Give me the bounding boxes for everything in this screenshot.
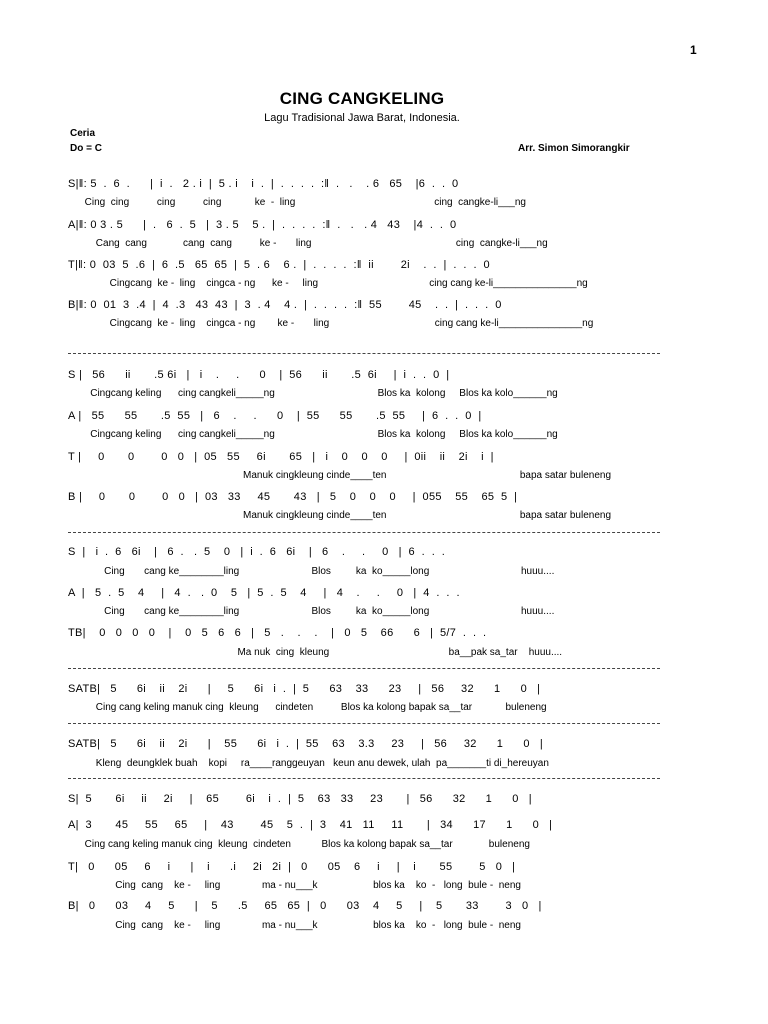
lyric-line: Cing cang ke________ling Blos ka ko_____long huuu.... [68,606,555,617]
notation-line: SATB| 5 6i ii 2i | 5 6i i . | 5 63 33 23 | 56 32 1 0 | [68,683,541,695]
notation-line: S| 5 6i ii 2i | 65 6i i . | 5 63 33 23 | 56 32 1 0 | [68,793,532,805]
system-divider [68,668,660,669]
notation-line: A| 3 45 55 65 | 43 45 5 . | 3 41 11 11 | 34 17 1 0 | [68,819,553,831]
page-number: 1 [690,43,697,57]
notation-line: TB| 0 0 0 0 | 0 5 6 6 | 5 . . . | 0 5 66 6 | 5/7 . . . [68,627,487,639]
song-subtitle: Lagu Tradisional Jawa Barat, Indonesia. [264,112,460,124]
lyric-line: Cing cang keling manuk cing kleung cindeten Blos ka kolong bapak sa__tar buleneng [68,839,530,850]
lyric-line: Kleng deungklek buah kopi ra____ranggeuyan keun anu dewek, ulah pa_______ti di_hereuyan [68,758,549,769]
lyric-line: Cing cing cing cing ke - ling cing cangke-li___ng [68,197,526,208]
system-divider [68,353,660,354]
notation-line: T| 0 05 6 i | i .i 2i 2i | 0 05 6 i | i 55 5 0 | [68,861,516,873]
notation-line: B|‖: 0 01 3 .4 | 4 .3 43 43 | 3 . 4 4 . | . . . . :‖ 55 45 . . | . . . 0 [68,299,502,311]
notation-line: T|‖: 0 03 5 .6 | 6 .5 65 65 | 5 . 6 6 . | . . . . :‖ ii 2i . . | . . . 0 [68,259,490,271]
arranger: Arr. Simon Simorangkir [518,143,630,154]
notation-line: A | 55 55 .5 55 | 6 . . 0 | 55 55 .5 55 | 6 . . 0 | [68,410,482,422]
notation-line: A | 5 . 5 4 | 4 . . 0 5 | 5 . 5 4 | 4 . . 0 | 4 . . . [68,587,460,599]
lyric-line: Cing cang ke________ling Blos ka ko_____long huuu.... [68,566,555,577]
notation-line: SATB| 5 6i ii 2i | 55 6i i . | 55 63 3.3 23 | 56 32 1 0 | [68,738,543,750]
notation-line: S|‖: 5 . 6 . | i . 2 . i | 5 . i i . | . . . . :‖ . . . 6 65 |6 . . 0 [68,178,459,190]
lyric-line: Cing cang ke - ling ma - nu___k blos ka ko - long bule - neng [68,880,521,891]
notation-line: S | i . 6 6i | 6 . . 5 0 | i . 6 6i | 6 . . 0 | 6 . . . [68,546,446,558]
lyric-line: Cang cang cang cang ke - ling cing cangke-li___ng [68,238,548,249]
system-divider [68,778,660,779]
system-divider [68,723,660,724]
lyric-line: Manuk cingkleung cinde____ten bapa satar buleneng [68,470,612,481]
notation-line: T | 0 0 0 0 | 05 55 6i 65 | i 0 0 0 | 0ii ii 2i i | [68,451,494,463]
lyric-line: Manuk cingkleung cinde____ten bapa satar buleneng [68,510,612,521]
song-title: CING CANGKELING [279,89,445,108]
lyric-line: Ma nuk cing kleung ba__pak sa_tar huuu.... [68,647,563,658]
lyric-line: Cing cang ke - ling ma - nu___k blos ka ko - long bule - neng [68,920,521,931]
lyric-line: Cingcang keling cing cangkeli_____ng Blos ka kolong Blos ka kolo______ng [68,388,558,399]
tempo-marking: Ceria [70,128,96,139]
lyric-line: Cing cang keling manuk cing kleung cindeten Blos ka kolong bapak sa__tar buleneng [68,702,547,713]
system-divider [68,532,660,533]
lyric-line: Cingcang ke - ling cingca - ng ke - ling cing cang ke-li_______________ng [68,318,594,329]
notation-line: A|‖: 0 3 . 5 | . 6 . 5 | 3 . 5 5 . | . . . . :‖ . . . 4 43 |4 . . 0 [68,219,457,231]
notation-line: S | 56 ii .5 6i | i . . 0 | 56 ii .5 6i | i . . 0 | [68,369,450,381]
key-signature: Do = C [70,143,102,154]
notation-line: B| 0 03 4 5 | 5 .5 65 65 | 0 03 4 5 | 5 33 3 0 | [68,900,542,912]
lyric-line: Cingcang keling cing cangkeli_____ng Blos ka kolong Blos ka kolo______ng [68,429,558,440]
notation-line: B | 0 0 0 0 | 03 33 45 43 | 5 0 0 0 | 055 55 65 5 | [68,491,518,503]
lyric-line: Cingcang ke - ling cingca - ng ke - ling cing cang ke-li_______________ng [68,278,588,289]
